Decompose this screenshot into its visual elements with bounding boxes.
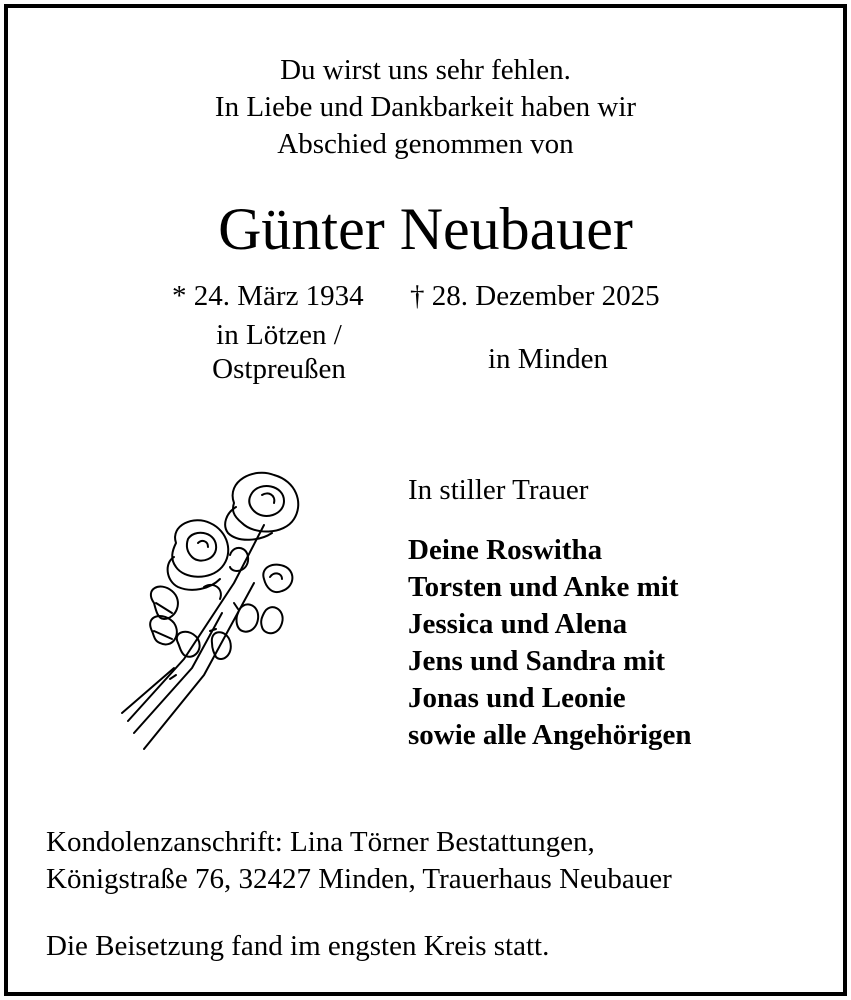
roses-icon	[114, 463, 314, 763]
intro-line-1: Du wirst uns sehr fehlen.	[280, 54, 571, 86]
family-list	[408, 532, 692, 754]
family-member: Jens und Sandra mit	[408, 645, 666, 677]
family-member: Torsten und Anke mit	[408, 571, 679, 603]
birthplace	[184, 318, 374, 386]
burial-notice: Die Beisetzung fand im engsten Kreis statt.	[46, 930, 550, 962]
birth-date: * 24. März 1934	[172, 280, 364, 312]
intro-line-2: In Liebe und Dankbarkeit haben wir	[214, 91, 637, 123]
death-date: † 28. Dezember 2025	[410, 280, 660, 312]
deceased-name: Günter Neubauer	[218, 196, 633, 262]
family-member: sowie alle Angehörigen	[408, 719, 692, 751]
family-member: Jessica und Alena	[408, 608, 628, 640]
condolence-address	[46, 824, 672, 898]
obituary-notice	[4, 4, 847, 996]
condolence-line-2: Königstraße 76, 32427 Minden, Trauerhaus Neubauer	[46, 863, 672, 895]
birthplace-line-1: in Lötzen /	[216, 319, 342, 351]
mourning-heading: In stiller Trauer	[408, 474, 589, 506]
family-member: Deine Roswitha	[408, 534, 603, 566]
condolence-line-1: Kondolenzanschrift: Lina Törner Bestattungen,	[46, 826, 595, 858]
birthplace-line-2: Ostpreußen	[212, 353, 346, 385]
family-member: Jonas und Leonie	[408, 682, 626, 714]
intro-line-3: Abschied genommen von	[277, 128, 574, 160]
deathplace: in Minden	[487, 343, 609, 375]
